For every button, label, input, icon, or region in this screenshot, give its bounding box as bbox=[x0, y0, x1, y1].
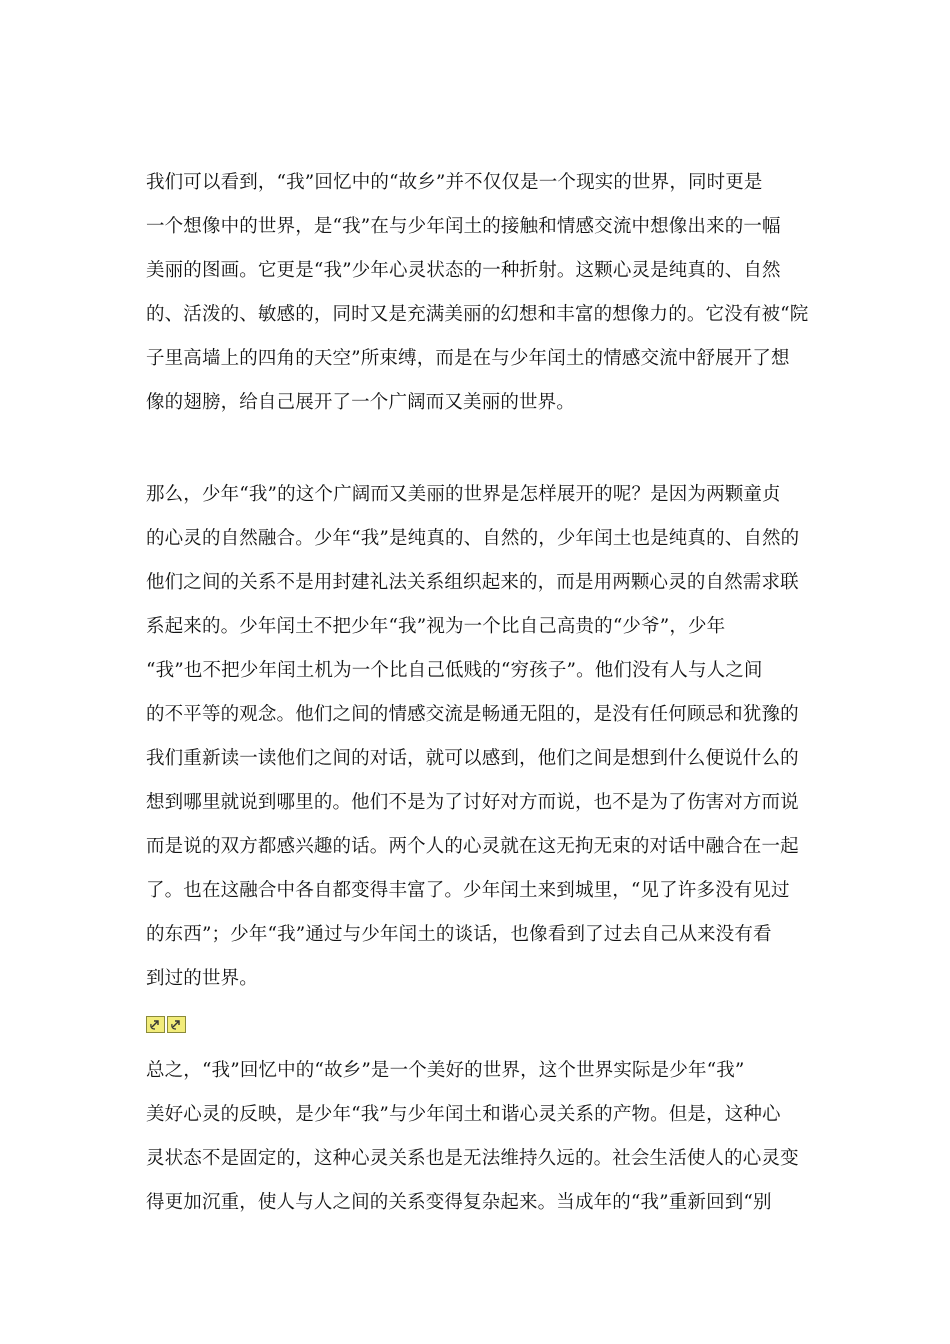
paragraph-line: 而是说的双方都感兴趣的话。两个人的心灵就在这无拘无束的对话中融合在一起 bbox=[146, 836, 799, 857]
paragraph-line: 系起来的。少年闰土不把少年“我”视为一个比自己高贵的“少爷”，少年 bbox=[146, 616, 726, 637]
paragraph-line: 我们重新读一读他们之间的对话，就可以感到，他们之间是想到什么便说什么的 bbox=[146, 748, 799, 769]
link-icon[interactable] bbox=[146, 1016, 165, 1033]
paragraph-line: 了。也在这融合中各自都变得丰富了。少年闰土来到城里，“见了许多没有见过 bbox=[146, 880, 790, 901]
paragraph-line: 到过的世界。 bbox=[146, 968, 258, 989]
paragraph-line: 他们之间的关系不是用封建礼法关系组织起来的，而是用两颗心灵的自然需求联 bbox=[146, 572, 799, 593]
paragraph-line: 的东西”；少年“我”通过与少年闰土的谈话，也像看到了过去自己从来没有看 bbox=[146, 924, 772, 945]
paragraph-line: 灵状态不是固定的，这种心灵关系也是无法维持久远的。社会生活使人的心灵变 bbox=[146, 1148, 799, 1169]
paragraph-line: 的不平等的观念。他们之间的情感交流是畅通无阻的，是没有任何顾忌和犹豫的 bbox=[146, 704, 799, 725]
paragraph-line: 那么，少年“我”的这个广阔而又美丽的世界是怎样展开的呢？是因为两颗童贞 bbox=[146, 484, 781, 505]
paragraph-line: 像的翅膀，给自己展开了一个广阔而又美丽的世界。 bbox=[146, 392, 575, 413]
paragraph-line: 的、活泼的、敏感的，同时又是充满美丽的幻想和丰富的想像力的。它没有被“院 bbox=[146, 304, 809, 325]
paragraph-line: 美好心灵的反映，是少年“我”与少年闰土和谐心灵关系的产物。但是，这种心 bbox=[146, 1104, 781, 1125]
paragraph-line: 总之，“我”回忆中的“故乡”是一个美好的世界，这个世界实际是少年“我” bbox=[146, 1060, 745, 1081]
paragraph-line: 得更加沉重，使人与人之间的关系变得复杂起来。当成年的“我”重新回到“别 bbox=[146, 1192, 772, 1213]
paragraph-line: 想到哪里就说到哪里的。他们不是为了讨好对方而说，也不是为了伤害对方而说 bbox=[146, 792, 799, 813]
inline-icons bbox=[146, 1016, 186, 1033]
link-icon[interactable] bbox=[167, 1016, 186, 1033]
paragraph-line: “我”也不把少年闰土机为一个比自己低贱的“穷孩子”。他们没有人与人之间 bbox=[146, 660, 763, 681]
paragraph-line: 子里高墙上的四角的天空”所束缚，而是在与少年闰土的情感交流中舒展开了想 bbox=[146, 348, 790, 369]
paragraph-line: 的心灵的自然融合。少年“我”是纯真的、自然的，少年闰土也是纯真的、自然的 bbox=[146, 528, 800, 549]
paragraph-line: 我们可以看到，“我”回忆中的“故乡”并不仅仅是一个现实的世界，同时更是 bbox=[146, 172, 763, 193]
paragraph-line: 美丽的图画。它更是“我”少年心灵状态的一种折射。这颗心灵是纯真的、自然 bbox=[146, 260, 781, 281]
paragraph-line: 一个想像中的世界，是“我”在与少年闰土的接触和情感交流中想像出来的一幅 bbox=[146, 216, 781, 237]
